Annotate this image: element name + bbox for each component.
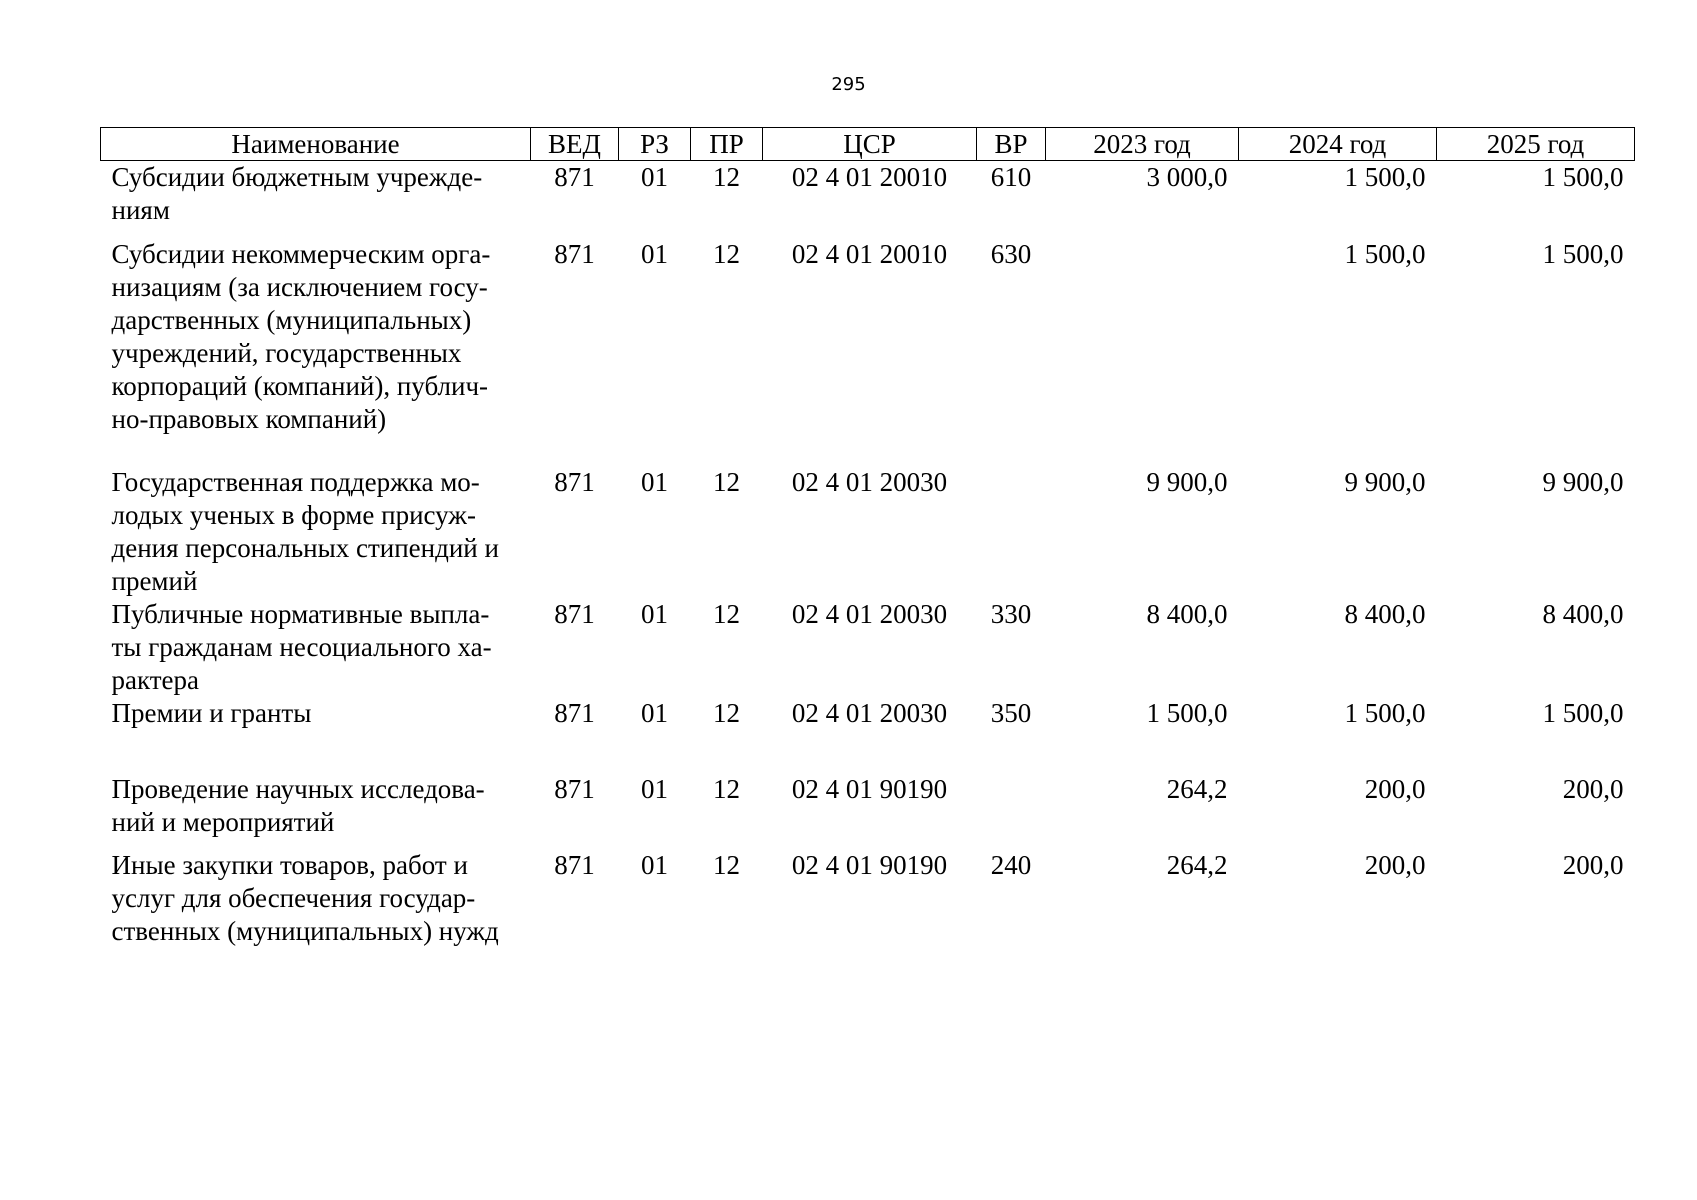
- row-2024: 200,0: [1364, 773, 1426, 804]
- name-line: дарственных (муниципальных): [111, 304, 472, 335]
- row-ved: 871: [554, 773, 595, 804]
- name-line: но-правовых компаний): [111, 403, 387, 434]
- row-vr: 610: [990, 162, 1032, 192]
- row-rz: 01: [641, 697, 668, 728]
- row-csr: 02 4 01 20030: [791, 697, 948, 728]
- header-name: Наименование: [101, 128, 531, 161]
- row-2023: 3 000,0: [1146, 162, 1228, 192]
- row-pr: 12: [713, 162, 740, 192]
- table-row: [101, 466, 1635, 598]
- page-number: 295: [831, 74, 866, 95]
- row-rz: 01: [641, 773, 668, 804]
- row-2024: 1 500,0: [1344, 238, 1426, 269]
- name-line: дения персональных стипендий и: [111, 532, 499, 563]
- row-2023: 264,2: [1166, 849, 1228, 880]
- row-2024: 8 400,0: [1344, 598, 1426, 629]
- header-vr: ВР: [977, 128, 1046, 161]
- table-row: [101, 697, 1635, 773]
- header-row: [101, 128, 1635, 161]
- row-vr: 350: [990, 697, 1032, 728]
- name-line: ственных (муниципальных) нужд: [111, 915, 499, 946]
- table-body: [101, 161, 1635, 948]
- name-line: Субсидии некоммерческим орга-: [111, 238, 491, 269]
- name-line: учреждений, государственных: [111, 337, 462, 368]
- name-line: Публичные нормативные выпла-: [111, 598, 490, 629]
- row-2023: 1 500,0: [1146, 697, 1228, 728]
- row-2025: 200,0: [1562, 773, 1624, 804]
- row-2023: 264,2: [1166, 773, 1228, 804]
- row-ved: 871: [554, 849, 595, 880]
- row-pr: 12: [713, 598, 740, 629]
- row-ved: 871: [554, 598, 595, 629]
- row-2025: 200,0: [1562, 849, 1624, 880]
- name-line: услуг для обеспечения государ-: [111, 882, 476, 913]
- row-rz: 01: [641, 238, 668, 269]
- name-line: Иные закупки товаров, работ и: [111, 849, 468, 880]
- table-row: [101, 773, 1635, 849]
- row-ved: 871: [554, 162, 595, 192]
- name-line: рактера: [111, 664, 200, 695]
- row-rz: 01: [641, 162, 668, 192]
- row-csr: 02 4 01 90190: [791, 849, 948, 880]
- row-2023: 8 400,0: [1146, 598, 1228, 629]
- row-vr: [977, 773, 1046, 849]
- row-2025: 1 500,0: [1542, 162, 1624, 192]
- row-name: [101, 598, 531, 697]
- name-line: Государственная поддержка мо-: [111, 466, 480, 497]
- name-line: ты гражданам несоциального ха-: [111, 631, 492, 662]
- name-line: Проведение научных исследова-: [111, 773, 485, 804]
- row-2024: 200,0: [1364, 849, 1426, 880]
- row-vr: 330: [990, 598, 1032, 629]
- name-line: Субсидии бюджетным учрежде-: [111, 162, 483, 192]
- header-ved: ВЕД: [531, 128, 619, 161]
- table-row: [101, 238, 1635, 466]
- name-line: корпораций (компаний), публич-: [111, 370, 489, 401]
- row-name: [101, 697, 531, 773]
- row-pr: 12: [713, 697, 740, 728]
- name-line: ний и мероприятий: [111, 806, 335, 837]
- budget-table: [100, 127, 1635, 948]
- row-csr: 02 4 01 20010: [791, 238, 948, 269]
- row-2025: 1 500,0: [1542, 697, 1624, 728]
- row-2024: 9 900,0: [1344, 466, 1426, 497]
- row-ved: 871: [554, 466, 595, 497]
- header-rz: РЗ: [619, 128, 691, 161]
- row-name: [101, 238, 531, 466]
- row-name: [101, 849, 531, 948]
- name-line: низациям (за исключением госу-: [111, 271, 488, 302]
- row-csr: 02 4 01 90190: [791, 773, 948, 804]
- row-ved: 871: [554, 697, 595, 728]
- row-name: [101, 161, 531, 238]
- row-rz: 01: [641, 849, 668, 880]
- row-csr: 02 4 01 20030: [791, 598, 948, 629]
- row-ved: 871: [554, 238, 595, 269]
- row-rz: 01: [641, 598, 668, 629]
- row-pr: 12: [713, 466, 740, 497]
- table-row: [101, 849, 1635, 948]
- row-name: [101, 466, 531, 598]
- row-vr: [977, 466, 1046, 598]
- name-line: премий: [111, 565, 198, 596]
- table-row: [101, 598, 1635, 697]
- name-line: ниям: [111, 195, 170, 225]
- table-row: [101, 161, 1635, 238]
- row-pr: 12: [713, 238, 740, 269]
- table-header: [101, 128, 1635, 161]
- row-name: [101, 773, 531, 849]
- row-2025: 1 500,0: [1542, 238, 1624, 269]
- row-csr: 02 4 01 20030: [791, 466, 948, 497]
- row-2025: 8 400,0: [1542, 598, 1624, 629]
- header-2023: 2023 год: [1046, 128, 1239, 161]
- row-vr: 240: [990, 849, 1032, 880]
- header-2024: 2024 год: [1239, 128, 1437, 161]
- row-2023: [1046, 238, 1239, 466]
- row-vr: 630: [990, 238, 1032, 269]
- row-2024: 1 500,0: [1344, 162, 1426, 192]
- name-line: лодых ученых в форме присуж-: [111, 499, 476, 530]
- row-rz: 01: [641, 466, 668, 497]
- row-2023: 9 900,0: [1146, 466, 1228, 497]
- row-2025: 9 900,0: [1542, 466, 1624, 497]
- header-pr: ПР: [691, 128, 763, 161]
- row-2024: 1 500,0: [1344, 697, 1426, 728]
- row-csr: 02 4 01 20010: [791, 162, 948, 192]
- name-line: Премии и гранты: [111, 697, 312, 728]
- header-csr: ЦСР: [763, 128, 977, 161]
- row-pr: 12: [713, 773, 740, 804]
- header-2025: 2025 год: [1437, 128, 1635, 161]
- row-pr: 12: [713, 849, 740, 880]
